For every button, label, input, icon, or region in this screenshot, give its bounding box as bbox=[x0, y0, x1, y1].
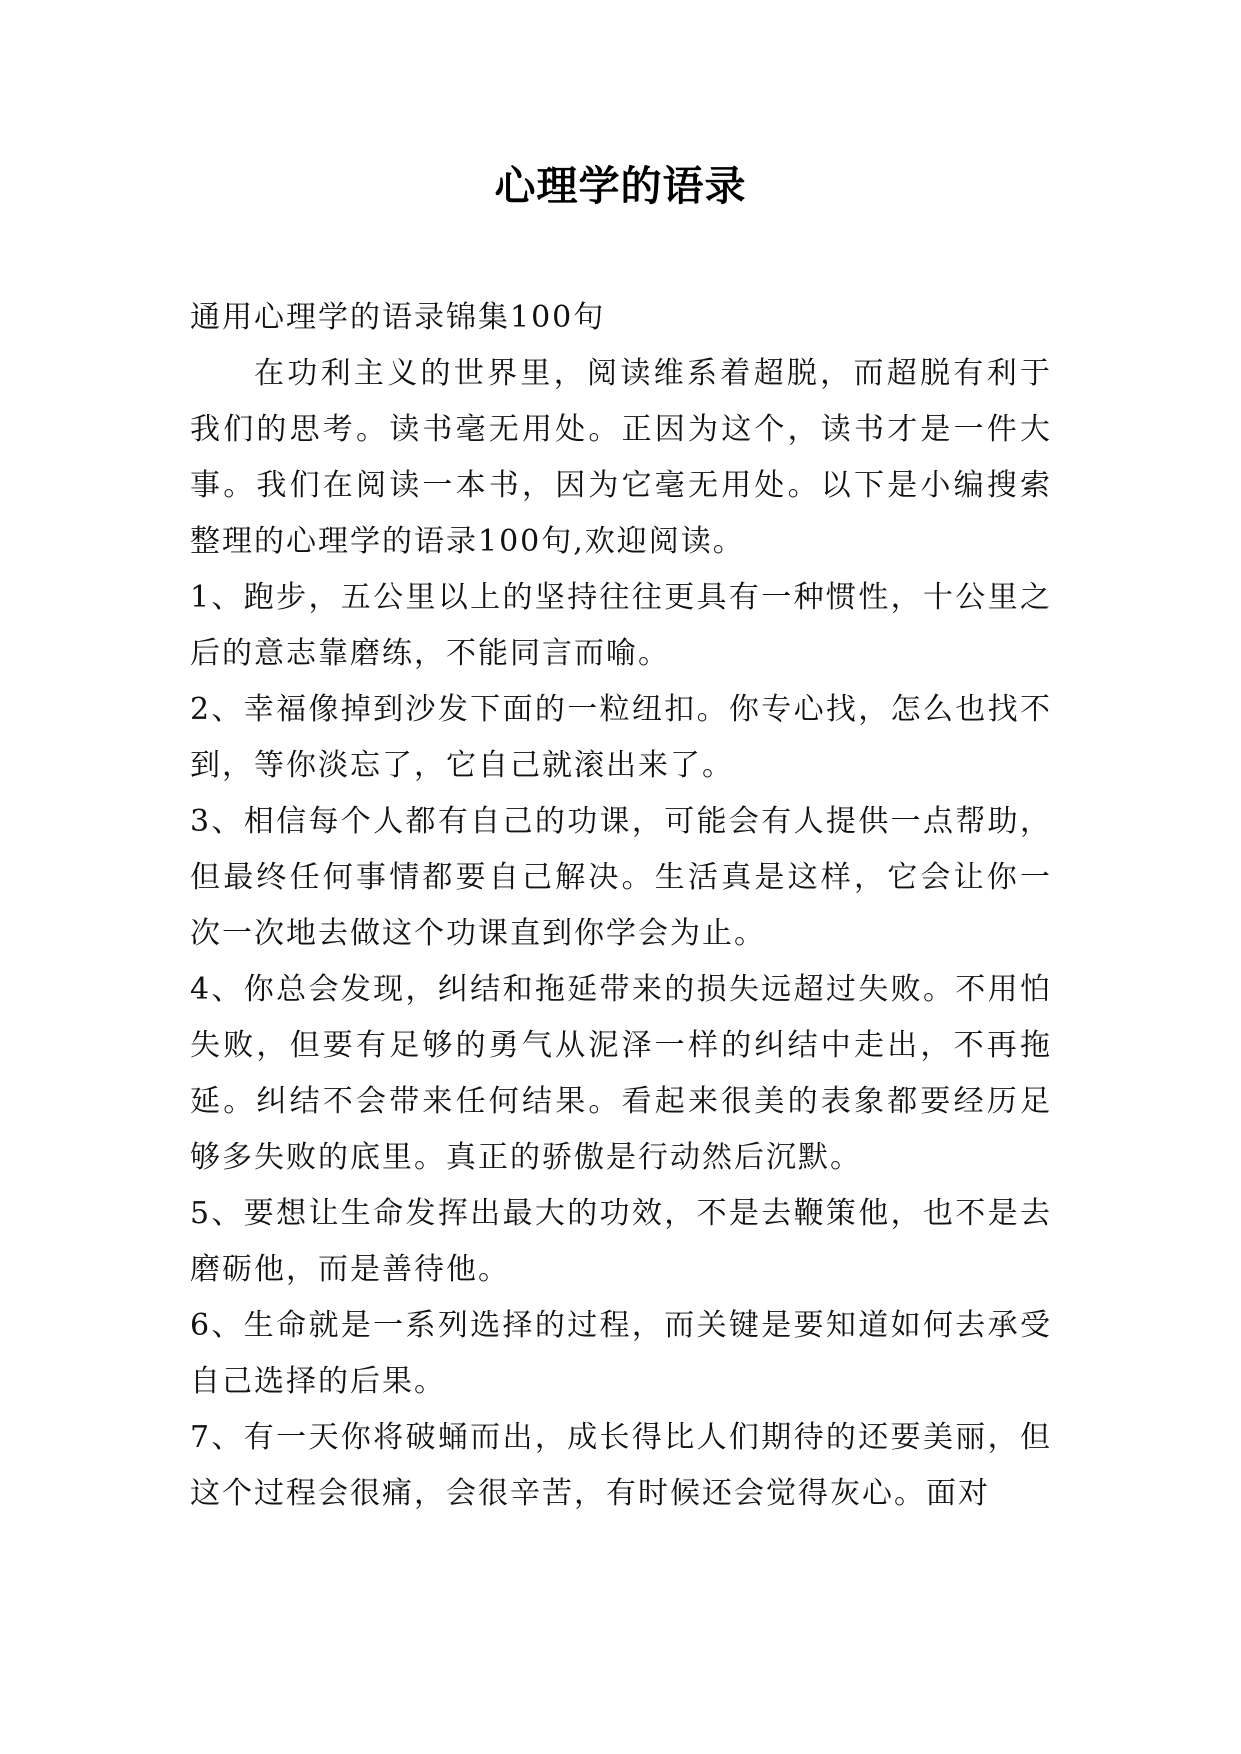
quote-item-1: 1、跑步，五公里以上的坚持往往更具有一种惯性，十公里之后的意志靠磨练，不能同言而喻。 bbox=[190, 580, 1052, 671]
quote-item-6: 6、生命就是一系列选择的过程，而关键是要知道如何去承受自己选择的后果。 bbox=[190, 1308, 1052, 1399]
quote-item-4: 4、你总会发现，纠结和拖延带来的损失远超过失败。不用怕失败，但要有足够的勇气从泥泽一样的纠结中走出，不再拖延。纠结不会带来任何结果。看起来很美的表象都要经历足够多失败的底里。真正的骄傲是行动然后沉默。 bbox=[190, 972, 1052, 1175]
quote-item-2: 2、幸福像掉到沙发下面的一粒纽扣。你专心找，怎么也找不到，等你淡忘了，它自己就滚出来了。 bbox=[190, 692, 1052, 783]
document-subtitle: 通用心理学的语录锦集100句 bbox=[190, 300, 606, 335]
quote-item-5: 5、要想让生命发挥出最大的功效，不是去鞭策他，也不是去磨砺他，而是善待他。 bbox=[190, 1196, 1052, 1287]
document-body bbox=[190, 290, 1052, 1522]
document-title: 心理学的语录 bbox=[494, 162, 747, 210]
quote-item-3: 3、相信每个人都有自己的功课，可能会有人提供一点帮助，但最终任何事情都要自己解决。生活真是这样，它会让你一次一次地去做这个功课直到你学会为止。 bbox=[190, 804, 1052, 951]
quote-item-7: 7、有一天你将破蛹而出，成长得比人们期待的还要美丽，但这个过程会很痛，会很辛苦，有时候还会觉得灰心。面对 bbox=[190, 1420, 1052, 1511]
intro-paragraph: 在功利主义的世界里，阅读维系着超脱，而超脱有利于我们的思考。读书毫无用处。正因为这个，读书才是一件大事。我们在阅读一本书，因为它毫无用处。以下是小编搜索整理的心理学的语录100句,欢迎阅读。 bbox=[190, 356, 1052, 559]
